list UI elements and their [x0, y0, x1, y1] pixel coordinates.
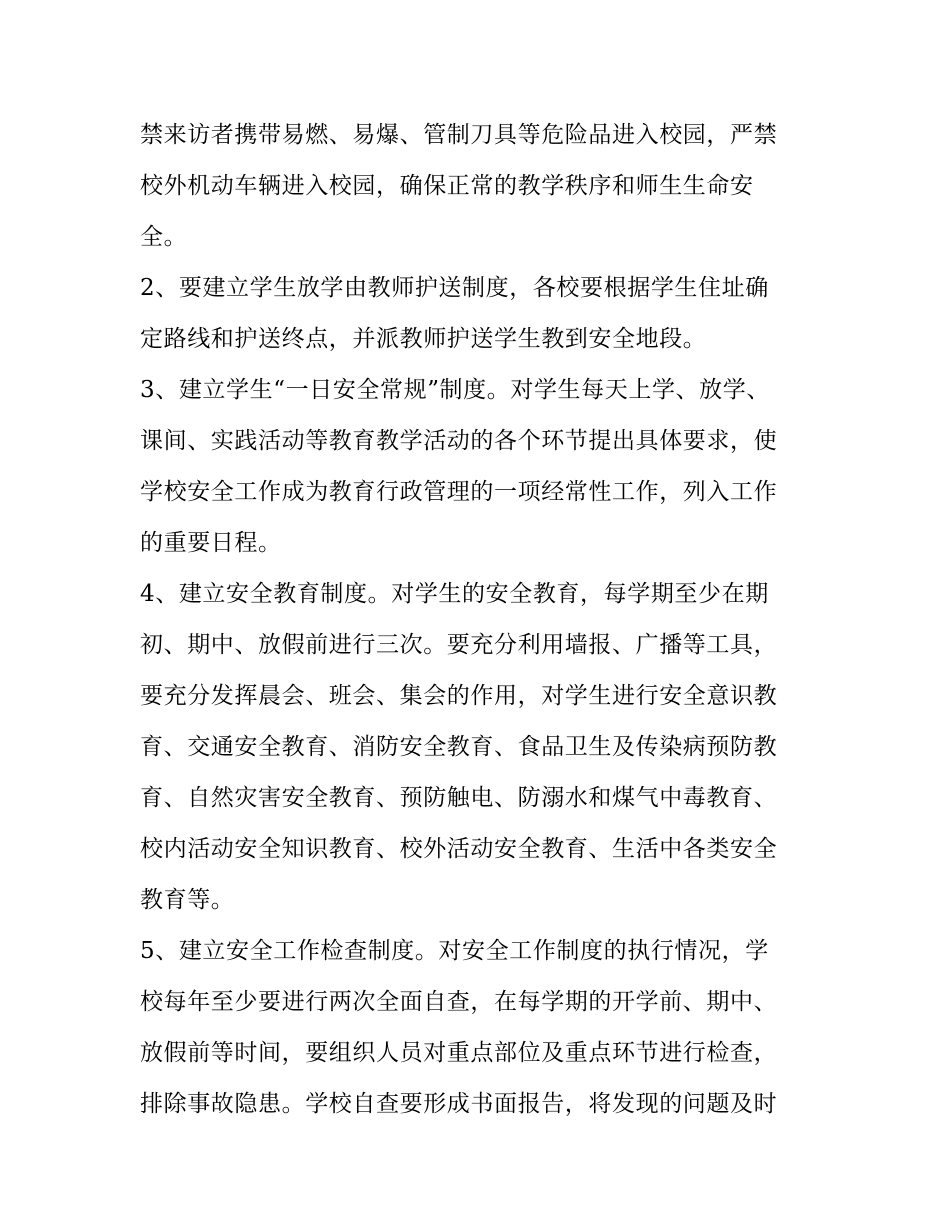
text-line: 禁来访者携带易燃、易爆、管制刀具等危险品进入校园，严禁: [140, 122, 778, 148]
text-line: 3、建立学生“一日安全常规”制度。对学生每天上学、放学、: [140, 377, 770, 403]
text-line: 校内活动安全知识教育、校外活动安全教育、生活中各类安全: [140, 836, 778, 862]
text-line: 校每年至少要进行两次全面自查，在每学期的开学前、期中、: [140, 989, 778, 1015]
text-line: 放假前等时间，要组织人员对重点部位及重点环节进行检查，: [140, 1040, 778, 1066]
text-line: 定路线和护送终点，并派教师护送学生教到安全地段。: [140, 326, 707, 352]
text-line: 2、要建立学生放学由教师护送制度，各校要根据学生住址确: [140, 275, 769, 301]
text-line: 育、自然灾害安全教育、预防触电、防溺水和煤气中毒教育、: [140, 785, 778, 811]
text-line: 初、期中、放假前进行三次。要充分利用墙报、广播等工具，: [140, 632, 778, 658]
text-line: 4、建立安全教育制度。对学生的安全教育，每学期至少在期: [140, 581, 769, 607]
text-line: 课间、实践活动等教育教学活动的各个环节提出具体要求，使: [140, 428, 778, 454]
text-line: 学校安全工作成为教育行政管理的一项经常性工作，列入工作: [140, 479, 778, 505]
text-line: 排除事故隐患。学校自查要形成书面报告，将发现的问题及时: [140, 1091, 778, 1117]
text-line: 要充分发挥晨会、班会、集会的作用，对学生进行安全意识教: [140, 683, 778, 709]
document-body: [140, 110, 820, 1130]
text-line: 教育等。: [140, 887, 235, 913]
text-line: 育、交通安全教育、消防安全教育、食品卫生及传染病预防教: [140, 734, 778, 760]
text-line: 校外机动车辆进入校园，确保正常的教学秩序和师生生命安: [140, 173, 754, 199]
text-line: 全。: [140, 224, 188, 250]
text-line: 的重要日程。: [140, 530, 282, 556]
text-line: 5、建立安全工作检查制度。对安全工作制度的执行情况，学: [140, 938, 769, 964]
